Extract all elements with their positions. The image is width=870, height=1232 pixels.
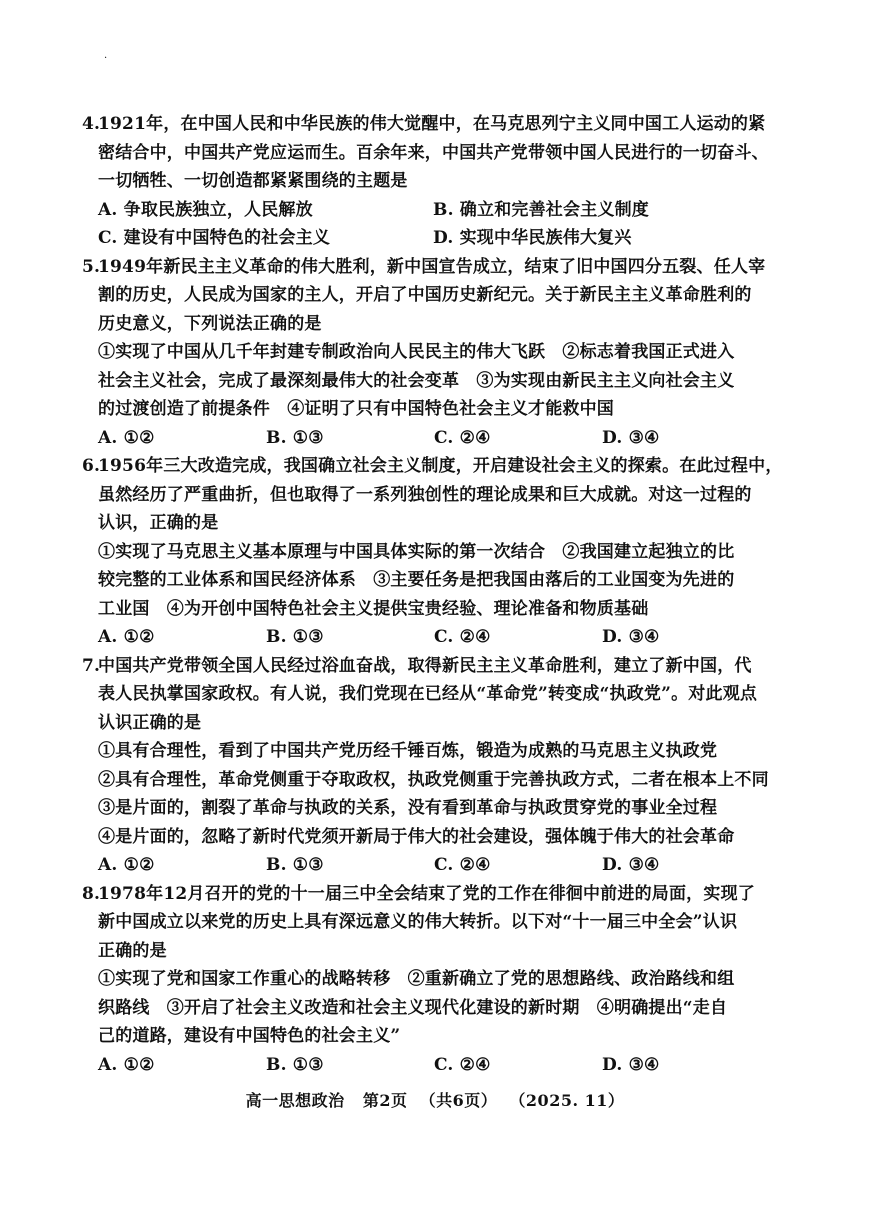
option-a[interactable]: A. ①② (98, 1054, 155, 1075)
option-a[interactable]: A. ①② (98, 627, 155, 647)
question-stem-line: 认识，正确的是 (98, 513, 219, 533)
statement-line: ②具有合理性，革命党侧重于夺取政权，执政党侧重于完善执政方式，二者在根本上不同 (98, 769, 769, 790)
option-b[interactable]: B. ①③ (266, 855, 324, 875)
question-stem-line: 新中国成立以来党的历史上具有深远意义的伟大转折。以下对“十一届三中全会”认识 (98, 912, 738, 932)
page-footer (0, 1090, 870, 1112)
option-d[interactable]: D. ③④ (602, 855, 660, 875)
question-number: 5. (82, 256, 101, 277)
question-8 (82, 880, 802, 1080)
question-stem-text: 1921年，在中国人民和中华民族的伟大觉醒中，在马克思列宁主义同中国工人运动的紧 (98, 114, 766, 134)
statement-line: 工业国 ④为开创中国特色社会主义提供宝贵经验、理论准备和物质基础 (98, 598, 649, 619)
footer-page-number: 第2页 (362, 1091, 408, 1110)
question-stem-line: 虽然经历了严重曲折，但也取得了一系列独创性的理论成果和巨大成就。对这一过程的 (98, 484, 752, 505)
question-stem-text: 中国共产党带领全国人民经过浴血奋战，取得新民主主义革命胜利，建立了新中国，代 (98, 655, 752, 676)
statement-line: ③是片面的，割裂了革命与执政的关系，没有看到革命与执政贯穿党的事业全过程 (98, 798, 718, 818)
option-d[interactable]: D. ③④ (602, 627, 660, 647)
question-page (82, 110, 802, 1079)
question-7 (82, 652, 802, 880)
question-5 (82, 253, 802, 453)
statement-line: 较完整的工业体系和国民经济体系 ③主要任务是把我国由落后的工业国变为先进的 (98, 570, 735, 590)
footer-total-pages: （共6页） (419, 1091, 498, 1110)
footer-date: （2025. 11） (509, 1091, 625, 1110)
question-number: 4. (82, 114, 101, 134)
option-a[interactable]: A. ①② (98, 427, 155, 448)
question-4 (82, 110, 802, 253)
question-stem-line: 历史意义，下列说法正确的是 (98, 313, 322, 334)
option-c[interactable]: C. ②④ (434, 1054, 491, 1075)
option-c[interactable]: C. ②④ (434, 855, 491, 875)
statement-line: 织路线 ③开启了社会主义改造和社会主义现代化建设的新时期 ④明确提出“走自 (98, 997, 728, 1018)
option-a[interactable]: A. 争取民族独立，人民解放 (98, 199, 313, 220)
question-stem-line: 表人民执掌国家政权。有人说，我们党现在已经从“革命党”转变成“执政党”。对此观点 (98, 684, 758, 704)
statement-line: ①实现了中国从几千年封建专制政治向人民民主的伟大飞跃 ②标志着我国正式进入 (98, 342, 735, 362)
option-c[interactable]: C. ②④ (434, 627, 491, 647)
option-b[interactable]: B. 确立和完善社会主义制度 (433, 199, 650, 220)
question-stem-line (82, 652, 802, 681)
question-stem-line: 密结合中，中国共产党应运而生。百余年来，中国共产党带领中国人民进行的一切奋斗、 (98, 142, 769, 163)
statement-line: ①实现了马克思主义基本原理与中国具体实际的第一次结合 ②我国建立起独立的比 (98, 541, 735, 562)
stray-mark: . (104, 50, 108, 61)
question-stem-line (82, 253, 802, 282)
statement-line: 的过渡创造了前提条件 ④证明了只有中国特色社会主义才能救中国 (98, 399, 614, 419)
option-a[interactable]: A. ①② (98, 855, 155, 875)
question-stem-text: 1978年12月召开的党的十一届三中全会结束了党的工作在徘徊中前进的局面，实现了 (98, 883, 755, 904)
footer-subject: 高一思想政治 (245, 1091, 345, 1110)
options-row (82, 424, 802, 453)
option-c[interactable]: C. ②④ (434, 427, 491, 448)
question-stem-line: 认识正确的是 (98, 712, 202, 733)
statement-line: 社会主义社会，完成了最深刻最伟大的社会变革 ③为实现由新民主主义向社会主义 (98, 370, 735, 391)
options-row (82, 196, 802, 225)
statement-line: 己的道路，建设有中国特色的社会主义” (98, 1026, 401, 1046)
option-d[interactable]: D. ③④ (602, 1054, 660, 1075)
options-row (82, 224, 802, 253)
question-number: 6. (82, 456, 101, 476)
option-b[interactable]: B. ①③ (266, 627, 324, 647)
option-d[interactable]: D. ③④ (602, 427, 660, 448)
statement-line: ①实现了党和国家工作重心的战略转移 ②重新确立了党的思想路线、政治路线和组 (98, 969, 735, 989)
question-number: 8. (82, 883, 101, 904)
option-b[interactable]: B. ①③ (266, 1054, 324, 1075)
question-stem-line (82, 452, 802, 481)
question-stem-text: 1949年新民主主义革命的伟大胜利，新中国宣告成立，结束了旧中国四分五裂、任人宰 (98, 256, 766, 277)
question-stem-line: 割的历史，人民成为国家的主人，开启了中国历史新纪元。关于新民主主义革命胜利的 (98, 285, 752, 305)
question-stem-line (82, 110, 802, 139)
question-stem-text: 1956年三大改造完成，我国确立社会主义制度，开启建设社会主义的探索。在此过程中， (98, 456, 783, 476)
question-stem-line: 正确的是 (98, 940, 167, 961)
option-c[interactable]: C. 建设有中国特色的社会主义 (98, 228, 331, 248)
question-stem-line: 一切牺牲、一切创造都紧紧围绕的主题是 (98, 171, 408, 191)
statement-line: ①具有合理性，看到了中国共产党历经千锤百炼，锻造为成熟的马克思主义执政党 (98, 741, 718, 761)
question-number: 7. (82, 655, 101, 676)
statement-line: ④是片面的，忽略了新时代党须开新局于伟大的社会建设，强体魄于伟大的社会革命 (98, 826, 735, 847)
option-d[interactable]: D. 实现中华民族伟大复兴 (433, 228, 632, 248)
options-row (82, 623, 802, 652)
option-b[interactable]: B. ①③ (266, 427, 324, 448)
question-6 (82, 452, 802, 652)
options-row (82, 851, 802, 880)
question-stem-line (82, 880, 802, 909)
options-row (82, 1051, 802, 1080)
